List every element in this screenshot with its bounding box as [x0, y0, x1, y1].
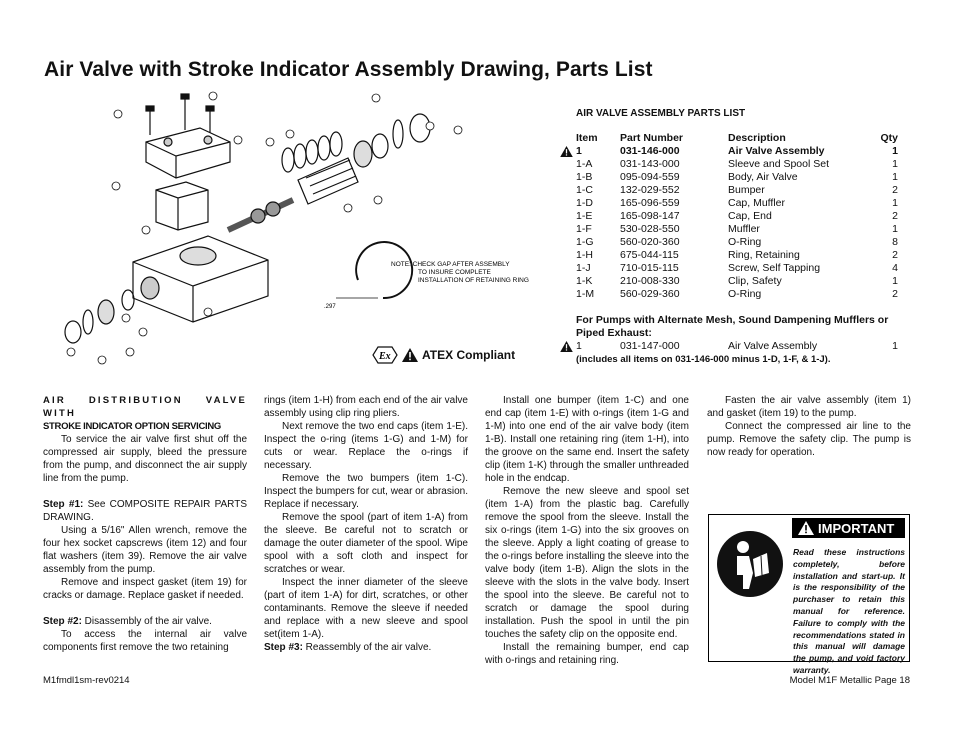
row-qty: 2 [892, 210, 898, 222]
row-description: O-Ring [728, 236, 762, 248]
row-description: O-Ring [728, 288, 762, 300]
warning-icon [798, 521, 814, 535]
read-manual-icon [715, 529, 785, 599]
row-qty: 2 [892, 249, 898, 261]
row-description: Air Valve Assembly [728, 145, 825, 157]
col-header-item: Item [576, 132, 598, 144]
text-column-3 [485, 394, 689, 667]
col3-paragraph-3: Install the remaining bumper, end cap with o-rings and retaining ring. [485, 642, 689, 666]
ex-hexagon-icon [372, 346, 398, 364]
col1-paragraph-2: Using a 5/16" Allen wrench, remove the four hex socket capscrews (item 12) and four flat washers (item 39). Remove the air valve assembly from the pump. [43, 525, 247, 575]
col3-paragraph-1: Install one bumper (item 1-C) and one end cap (item 1-E) with o-rings (item 1-G and 1-M) into one end of the air valve body (item 1-B). Install one retaining ring (item 1-H), into the groove on the same end. Insert the safety clip (item 1-K) through the smaller unthreaded hole in the endcap. [485, 395, 689, 484]
row-qty: 2 [892, 288, 898, 300]
dimension-label: .297 [324, 304, 336, 310]
row-description: Bumper [728, 184, 765, 196]
step-3-text: Reassembly of the air valve. [302, 642, 432, 653]
row-item: 1 [576, 340, 582, 352]
col2-paragraph-1: rings (item 1-H) from each end of the air valve assembly using clip ring pliers. [264, 395, 468, 419]
step-2-text: Disassembly of the air valve. [81, 616, 212, 627]
assembly-drawing [58, 90, 568, 370]
important-banner [792, 518, 905, 538]
col2-paragraph-4: Remove the spool (part of item 1-A) from the sleeve. Be careful not to scratch or damage the outer diameter of the spool. Wipe spool with a soft cloth and inspect for scratches or wear. [264, 512, 468, 575]
row-item: 1-B [576, 171, 593, 183]
row-part-number: 031-146-000 [620, 145, 680, 157]
row-item: 1-A [576, 158, 593, 170]
col1-paragraph-1: To service the air valve first shut off the compressed air supply, bleed the pressure from the pump, and disconnect the air supply line from the pump. [43, 434, 247, 484]
warning-icon [560, 341, 573, 352]
drawing-note-line-3: INSTALLATION OF RETAINING RING [418, 277, 529, 284]
row-part-number: 165-098-147 [620, 210, 680, 222]
text-column-1 [43, 394, 247, 654]
warning-icon [402, 348, 418, 362]
step-3-label: Step #3: [264, 642, 303, 653]
step-1-label: Step #1: [43, 499, 84, 510]
row-part-number: 165-096-559 [620, 197, 680, 209]
table-row [574, 275, 900, 288]
row-part-number: 031-143-000 [620, 158, 680, 170]
row-item: 1-D [576, 197, 593, 209]
table-row [574, 197, 900, 210]
table-row [574, 236, 900, 249]
row-part-number: 031-147-000 [620, 340, 680, 352]
row-description: Clip, Safety [728, 275, 782, 287]
parts-table [574, 132, 900, 301]
row-part-number: 132-029-552 [620, 184, 680, 196]
row-part-number: 560-029-360 [620, 288, 680, 300]
row-description: Screw, Self Tapping [728, 262, 821, 274]
row-qty: 1 [892, 145, 898, 157]
alt-exhaust-heading: For Pumps with Alternate Mesh, Sound Dampening Mufflers or Piped Exhaust: [576, 314, 889, 339]
table-row [574, 210, 900, 223]
col-header-description: Description [728, 132, 786, 144]
page-title: Air Valve with Stroke Indicator Assembly Drawing, Parts List [44, 58, 653, 81]
row-qty: 1 [892, 158, 898, 170]
section-heading-line-1: AIR DISTRIBUTION VALVE WITH [43, 395, 247, 419]
table-row [574, 223, 900, 236]
footer-right: Model M1F Metallic Page 18 [789, 675, 910, 686]
row-item: 1-J [576, 262, 591, 274]
alt-exhaust-note: (includes all items on 031-146-000 minus 1-D, 1-F, & 1-J). [576, 354, 831, 365]
row-qty: 2 [892, 184, 898, 196]
parts-list-title: AIR VALVE ASSEMBLY PARTS LIST [576, 108, 746, 119]
col2-paragraph-5: Inspect the inner diameter of the sleeve (part of item 1-A) for dirt, scratches, or other contaminants. Remove the sleeve if needed and replace with a new sleeve and spool set(item 1-A). [264, 577, 468, 640]
footer-left: M1fmdl1sm-rev0214 [43, 675, 130, 686]
section-heading-line-2: STROKE INDICATOR OPTION SERVICING [43, 421, 222, 432]
svg-text:Ex: Ex [379, 351, 391, 362]
col1-paragraph-4: To access the internal air valve components first remove the two retaining [43, 629, 247, 653]
table-row [574, 158, 900, 171]
row-item: 1 [576, 145, 582, 157]
col4-paragraph-1: Fasten the air valve assembly (item 1) and gasket (item 19) to the pump. [707, 395, 911, 419]
row-item: 1-C [576, 184, 593, 196]
step-3-line [264, 641, 468, 654]
row-item: 1-F [576, 223, 592, 235]
step-1-text: See COMPOSITE REPAIR PARTS DRAWING. [43, 499, 247, 523]
atex-label: ATEX Compliant [422, 348, 516, 362]
row-description: Ring, Retaining [728, 249, 800, 261]
table-row [574, 145, 900, 158]
col1-paragraph-3: Remove and inspect gasket (item 19) for cracks or damage. Replace gasket if needed. [43, 577, 247, 601]
table-row [574, 340, 900, 353]
row-item: 1-M [576, 288, 595, 300]
row-item: 1-E [576, 210, 593, 222]
row-qty: 1 [892, 171, 898, 183]
text-column-4 [707, 394, 911, 459]
col3-paragraph-2: Remove the new sleeve and spool set (item 1-A) from the plastic bag. Carefully remove the spool from the sleeve. Install the six o-rings (item 1-G) into the six grooves on the sleeve. Apply a light coating of grease to the o-rings before installing the sleeve into the valve body (item 1-B). Align the slots in the sleeve with the slots in the valve body. Insert the spool into the sleeve. Be careful not to scratch or damage the spool during installation. Push the spool in until the pin touches the safety clip on the opposite end. [485, 486, 690, 640]
row-description: Air Valve Assembly [728, 340, 818, 352]
row-description: Cap, Muffler [728, 197, 785, 209]
step-1-line [43, 498, 247, 524]
parts-table-header [574, 132, 900, 145]
step-2-line [43, 615, 247, 628]
row-qty: 1 [892, 197, 898, 209]
table-row [574, 171, 900, 184]
row-description: Muffler [728, 223, 760, 235]
row-part-number: 095-094-559 [620, 171, 680, 183]
row-description: Body, Air Valve [728, 171, 798, 183]
table-row [574, 249, 900, 262]
table-row [574, 184, 900, 197]
row-part-number: 210-008-330 [620, 275, 680, 287]
table-row [574, 288, 900, 301]
important-notice [708, 514, 910, 675]
table-row [574, 262, 900, 275]
row-part-number: 710-015-115 [620, 262, 679, 274]
row-item: 1-K [576, 275, 593, 287]
alt-parts-table [574, 340, 900, 353]
drawing-note-line-1: NOTE: CHECK GAP AFTER ASSEMBLY [391, 261, 510, 268]
important-text-a: Read these instructions completely, before installation and start-up. It is the responsibility of the purchaser to retain this manual for reference. Failure to comply with the recommendations stated in this manual will damage the pump, and void factory warranty. [793, 547, 905, 675]
row-qty: 1 [892, 223, 898, 235]
col-header-qty: Qty [880, 132, 898, 144]
row-part-number: 675-044-115 [620, 249, 679, 261]
row-item: 1-H [576, 249, 593, 261]
text-column-2 [264, 394, 468, 654]
atex-badge [372, 346, 515, 364]
row-qty: 1 [892, 340, 898, 352]
row-qty: 8 [892, 236, 898, 248]
col2-paragraph-3: Remove the two bumpers (item 1-C). Inspect the bumpers for cut, wear or abrasion. Replace if necessary. [264, 473, 468, 510]
row-qty: 4 [892, 262, 898, 274]
row-description: Cap, End [728, 210, 772, 222]
step-2-label: Step #2: [43, 616, 82, 627]
row-description: Sleeve and Spool Set [728, 158, 829, 170]
row-part-number: 560-020-360 [620, 236, 680, 248]
drawing-note-line-2: TO INSURE COMPLETE [418, 269, 491, 276]
warning-icon [560, 146, 573, 157]
col-header-part-number: Part Number [620, 132, 684, 144]
row-qty: 1 [892, 275, 898, 287]
important-label: IMPORTANT [818, 520, 895, 536]
row-part-number: 530-028-550 [620, 223, 680, 235]
col4-paragraph-2: Connect the compressed air line to the pump. Remove the safety clip. The pump is now ready for operation. [707, 421, 911, 458]
col2-paragraph-2: Next remove the two end caps (item 1-E). Inspect the o-ring (items 1-G) and 1-M) for cuts or wear. Replace the o-rings if necessary. [264, 421, 468, 471]
row-item: 1-G [576, 236, 594, 248]
